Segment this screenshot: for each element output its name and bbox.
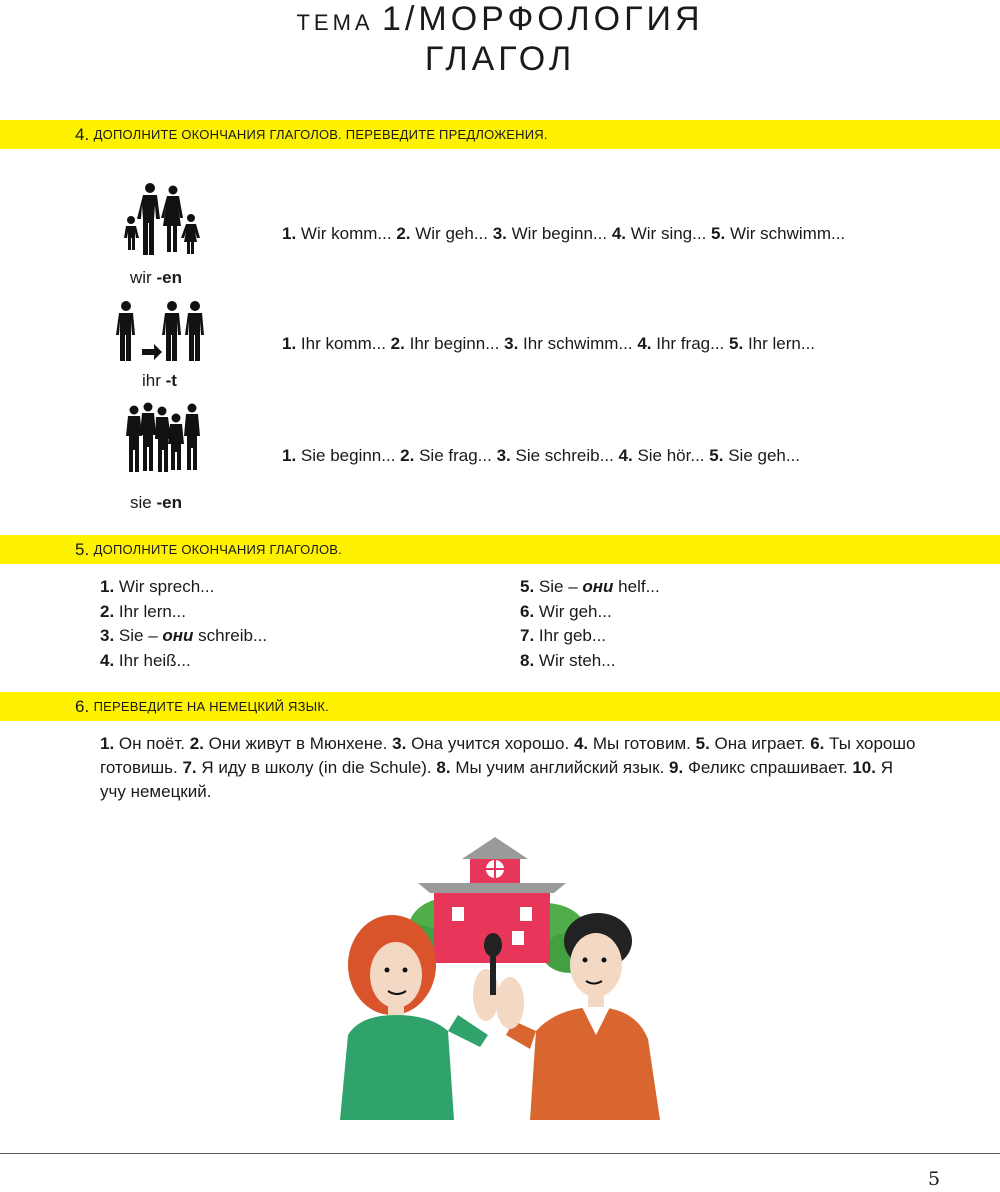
pronoun-wir [130,268,182,288]
item-number: 3. [100,626,115,645]
item-text: Ihr heiß... [118,650,191,670]
pronoun-text: wir [130,268,152,287]
pronoun-text: ihr [142,371,161,390]
pronoun-sie [130,493,182,513]
item-text: Я иду в школу (in die Schule). [201,758,432,777]
item-number: 1. [282,224,297,243]
item-number: 8. [436,758,451,777]
item-number: 1. [100,577,115,596]
item-number: 4. [573,734,589,753]
item-number: 2. [396,224,411,243]
item-text: Wir geh... [415,224,488,243]
title-line [0,0,1000,39]
item-number: 3. [504,334,519,353]
item-number: 1. [282,334,297,353]
item-text: Ihr komm... [300,334,386,353]
item-text: Sie – [538,577,583,596]
item-text: Wir geh... [538,601,612,621]
item-text: Он поёт. [118,734,185,753]
item-text: Феликс спрашивает. [687,758,848,777]
topic-title: МОРФОЛОГИЯ [418,0,704,38]
item-text: Я учу немецкий. [100,758,893,801]
item-number: 5. [711,224,726,243]
list-item [100,575,267,600]
exercise-instruction: ДОПОЛНИТЕ ОКОНЧАНИЯ ГЛАГОЛОВ. [93,542,342,557]
list-item [100,649,267,674]
item-number: 4. [618,446,633,465]
item-text: Они живут в Мюнхене. [208,734,388,753]
page-number: 5 [928,1168,941,1190]
family-silhouette-icon [110,182,210,258]
item-text: Sie – [118,626,163,645]
item-text: Ihr frag... [656,334,725,353]
item-emphasis: они [162,626,194,645]
exercise-4-row-wir [282,224,845,244]
item-number: 4. [611,224,626,243]
exercise-instruction: ДОПОЛНИТЕ ОКОНЧАНИЯ ГЛАГОЛОВ. ПЕРЕВЕДИТЕ ПРЕДЛОЖЕНИЯ. [93,127,548,142]
ending-text: -en [156,268,182,287]
item-number: 5. [520,577,535,596]
item-text: Sie hör... [637,446,705,465]
list-item [520,600,660,625]
item-text: Ihr geb... [538,626,607,645]
item-text: Она играет. [714,734,806,753]
ending-text: -t [165,371,177,390]
exercise-5-left-column [100,575,267,673]
exercise-6-text [100,732,920,804]
exercise-4-header [0,120,1000,149]
ending-text: -en [156,493,182,512]
item-text: Wir beginn... [511,224,608,243]
exercise-6-header [0,692,1000,721]
item-text: Ihr lern... [118,601,187,621]
item-number: 2. [189,734,204,753]
exercise-4-row-sie [282,446,800,466]
exercise-number: 4. [75,124,90,144]
item-text: Sie schreib... [515,446,614,465]
item-number: 2. [100,601,115,621]
item-text: Wir sing... [630,224,707,243]
item-emphasis: они [582,577,614,596]
footer-divider [0,1153,1000,1154]
item-number: 2. [400,446,415,465]
item-text: Ihr beginn... [409,334,500,353]
item-number: 6. [810,734,825,753]
item-number: 7. [182,758,197,777]
item-number: 2. [390,334,405,353]
item-number: 6. [520,601,535,621]
item-text: Ihr schwimm... [523,334,633,353]
item-text: Wir steh... [538,650,616,670]
list-item [520,624,660,649]
exercise-5-header [0,535,1000,564]
people-arrow-silhouette-icon [110,300,210,366]
item-text: Ты хорошо готовишь. [100,734,916,777]
exercise-4-row-ihr [282,334,815,354]
item-text: Ihr lern... [747,334,816,353]
list-item [100,600,267,625]
school-greeting-illustration [330,835,670,1125]
item-text: Мы учим английский язык. [455,758,665,777]
item-number: 5. [695,734,710,753]
item-text: helf... [613,577,660,596]
item-number: 7. [520,626,535,645]
item-text: Она учится хорошо. [411,734,570,753]
item-number: 1. [100,734,115,753]
pronoun-text: sie [130,493,152,512]
item-text: schreib... [193,626,268,645]
item-number: 10. [852,758,876,777]
item-text: Мы готовим. [592,734,691,753]
item-number: 8. [520,650,535,670]
item-text: Wir sprech... [118,577,215,596]
page-subtitle: ГЛАГОЛ [424,40,576,78]
item-text: Sie geh... [728,446,801,465]
item-text: Wir schwimm... [729,224,846,243]
item-text: Sie frag... [419,446,492,465]
item-number: 3. [392,734,407,753]
exercise-number: 6. [75,696,90,716]
item-text: Wir komm... [300,224,392,243]
item-number: 3. [492,224,507,243]
item-number: 9. [669,758,684,777]
exercise-5-right-column [520,575,660,673]
group-silhouette-icon [110,402,210,474]
list-item [520,575,660,600]
tema-label: ТЕМА [296,10,374,35]
topic-number: 1/ [382,0,419,38]
item-number: 4. [637,334,652,353]
item-number: 1. [282,446,297,465]
exercise-instruction: ПЕРЕВЕДИТЕ НА НЕМЕЦКИЙ ЯЗЫК. [93,699,329,714]
item-number: 3. [496,446,511,465]
item-number: 5. [729,334,744,353]
list-item [520,649,660,674]
item-number: 5. [709,446,724,465]
item-number: 4. [100,650,115,670]
pronoun-ihr [142,371,177,391]
list-item [100,624,267,649]
item-text: Sie beginn... [300,446,396,465]
exercise-number: 5. [75,539,90,559]
